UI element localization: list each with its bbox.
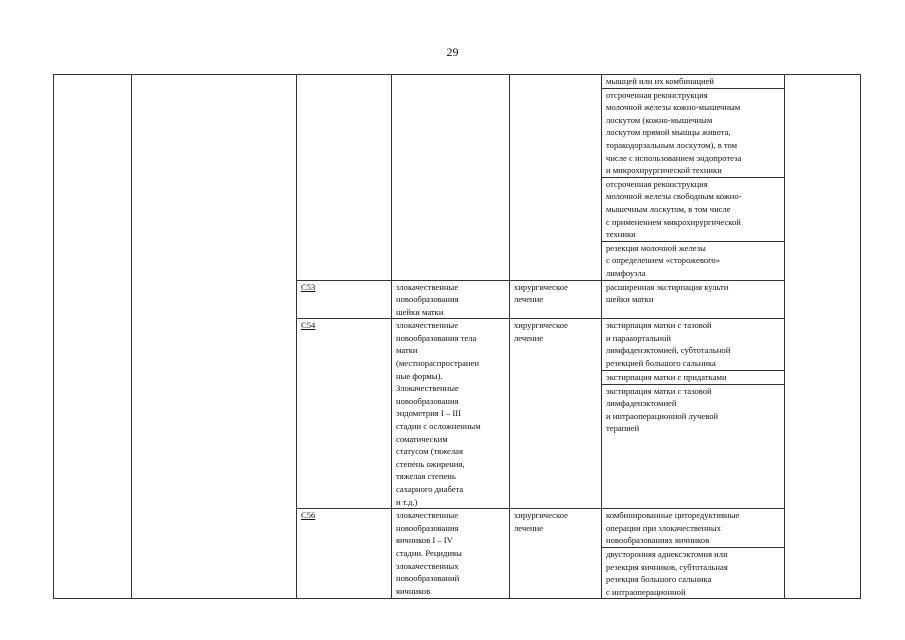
method-line: расширенная экстирпация культи xyxy=(606,281,729,292)
method-line: шейки матки xyxy=(606,294,654,305)
method-cell xyxy=(602,370,785,384)
code-cell xyxy=(297,319,392,509)
diagnosis-line: злокачественные xyxy=(396,510,459,521)
page-number: 29 xyxy=(446,45,459,59)
diagnosis-line: степень ожирения, xyxy=(396,458,465,469)
diagnosis-line: тяжелая степень xyxy=(396,471,456,482)
diagnosis-line: злокачественные xyxy=(396,320,459,331)
diagnosis-line: (местнораспространен xyxy=(396,358,479,369)
diagnosis-line: и т.д.) xyxy=(396,496,418,507)
diagnosis-line: яичников I – IV xyxy=(396,535,453,546)
method-line: молочной железы свободным кожно- xyxy=(606,191,742,202)
method-line: техники xyxy=(606,229,636,240)
diagnosis-cell xyxy=(392,509,510,599)
treatment-type-cell xyxy=(510,509,602,599)
method-line: мышцей или их комбинацией xyxy=(606,76,714,86)
diagnosis-line: ные формы). xyxy=(396,370,443,381)
code-cell xyxy=(297,509,392,599)
method-line: резекция большого сальника xyxy=(606,574,712,585)
method-line: комбинированные циторедуктивные xyxy=(606,510,740,521)
method-line: с применением микрохирургической xyxy=(606,216,741,227)
method-line: лимфаденэктомией xyxy=(606,398,677,409)
col-code-cell xyxy=(297,75,392,281)
treatment-type-line: хирургическое xyxy=(514,320,568,331)
diagnosis-line: соматическим xyxy=(396,433,448,444)
diagnosis-line: статусом (тяжелая xyxy=(396,446,463,457)
code-link-c53[interactable]: C53 xyxy=(301,281,316,292)
method-line: лоскутом (кожно-мышечным xyxy=(606,114,713,125)
method-line: торакодорзальным лоскутом), в том xyxy=(606,139,738,150)
method-line: операции при злокачественных xyxy=(606,522,721,533)
treatment-type-cell xyxy=(510,280,602,319)
method-cell xyxy=(602,177,785,241)
method-line: лимфоузла xyxy=(606,267,646,278)
method-line: экстирпация матки с тазовой xyxy=(606,320,712,331)
diagnosis-cell xyxy=(392,319,510,509)
code-cell xyxy=(297,280,392,319)
treatment-type-line: хирургическое xyxy=(514,510,568,521)
method-line: экстирпация матки с придатками xyxy=(606,371,727,382)
diagnosis-line: новообразования тела xyxy=(396,332,477,343)
col-treatment-type-cell xyxy=(510,75,602,281)
diagnosis-line: яичников xyxy=(396,585,431,596)
method-line: резекцией большого сальника xyxy=(606,358,716,369)
method-line: новообразованиях яичников xyxy=(606,535,710,546)
method-cell xyxy=(602,509,785,548)
code-link-c56[interactable]: C56 xyxy=(301,510,316,521)
diagnosis-line: стадии с осложненным xyxy=(396,421,481,432)
method-line: лимфаденэктомией, субтотальной xyxy=(606,345,731,356)
treatment-type-cell xyxy=(510,319,602,509)
diagnosis-line: эндометрия I – III xyxy=(396,408,461,419)
method-line: числе с использованием эндопротеза xyxy=(606,152,742,163)
treatment-type-line: лечение xyxy=(514,522,544,533)
method-cell xyxy=(602,75,785,89)
col-price-cell xyxy=(785,75,861,599)
method-line: и парааортальной xyxy=(606,332,672,343)
method-line: молочной железы кожно-мышечным xyxy=(606,102,741,113)
treatment-type-line: лечение xyxy=(514,294,544,305)
diagnosis-cell xyxy=(392,280,510,319)
method-line: и интраоперационной лучевой xyxy=(606,410,719,421)
diagnosis-line: злокачественных xyxy=(396,560,459,571)
diagnosis-line: стадии. Рецидивы xyxy=(396,547,462,558)
method-line: с определением «сторожевого» xyxy=(606,255,721,266)
col-diagnosis-cell xyxy=(392,75,510,281)
method-cell xyxy=(602,280,785,319)
method-line: двусторонняя аднексэктомия или xyxy=(606,548,728,559)
treatment-table xyxy=(53,74,861,599)
diagnosis-line: новообразования xyxy=(396,522,459,533)
diagnosis-line: новообразований xyxy=(396,573,460,584)
code-link-c54[interactable]: C54 xyxy=(301,320,316,331)
method-cell xyxy=(602,547,785,598)
method-line: отсроченная реконструкция xyxy=(606,178,708,189)
diagnosis-line: злокачественные xyxy=(396,281,459,292)
col-name-cell xyxy=(132,75,297,599)
method-line: экстирпация матки с тазовой xyxy=(606,385,712,396)
treatment-type-line: хирургическое xyxy=(514,281,568,292)
method-line: мышечным лоскутом, в том числе xyxy=(606,203,731,214)
method-line: отсроченная реконструкция xyxy=(606,89,708,100)
diagnosis-line: новообразования xyxy=(396,395,459,406)
col-number-cell xyxy=(54,75,132,599)
method-line: резекция яичников, субтотальная xyxy=(606,561,728,572)
treatment-type-line: лечение xyxy=(514,332,544,343)
diagnosis-line: Злокачественные xyxy=(396,383,459,394)
method-line: терапией xyxy=(606,423,640,434)
diagnosis-line: матки xyxy=(396,345,418,356)
method-line: и микрохирургической техники xyxy=(606,165,722,176)
method-cell xyxy=(602,319,785,371)
method-line: лоскутом прямой мышцы живота, xyxy=(606,127,731,138)
method-line: с интраоперационной xyxy=(606,586,686,597)
diagnosis-line: новообразования xyxy=(396,294,459,305)
method-cell xyxy=(602,241,785,280)
method-cell xyxy=(602,384,785,509)
diagnosis-line: шейки матки xyxy=(396,306,444,317)
method-line: резекция молочной железы xyxy=(606,242,706,253)
diagnosis-line: сахарного диабета xyxy=(396,484,464,494)
method-cell xyxy=(602,88,785,177)
